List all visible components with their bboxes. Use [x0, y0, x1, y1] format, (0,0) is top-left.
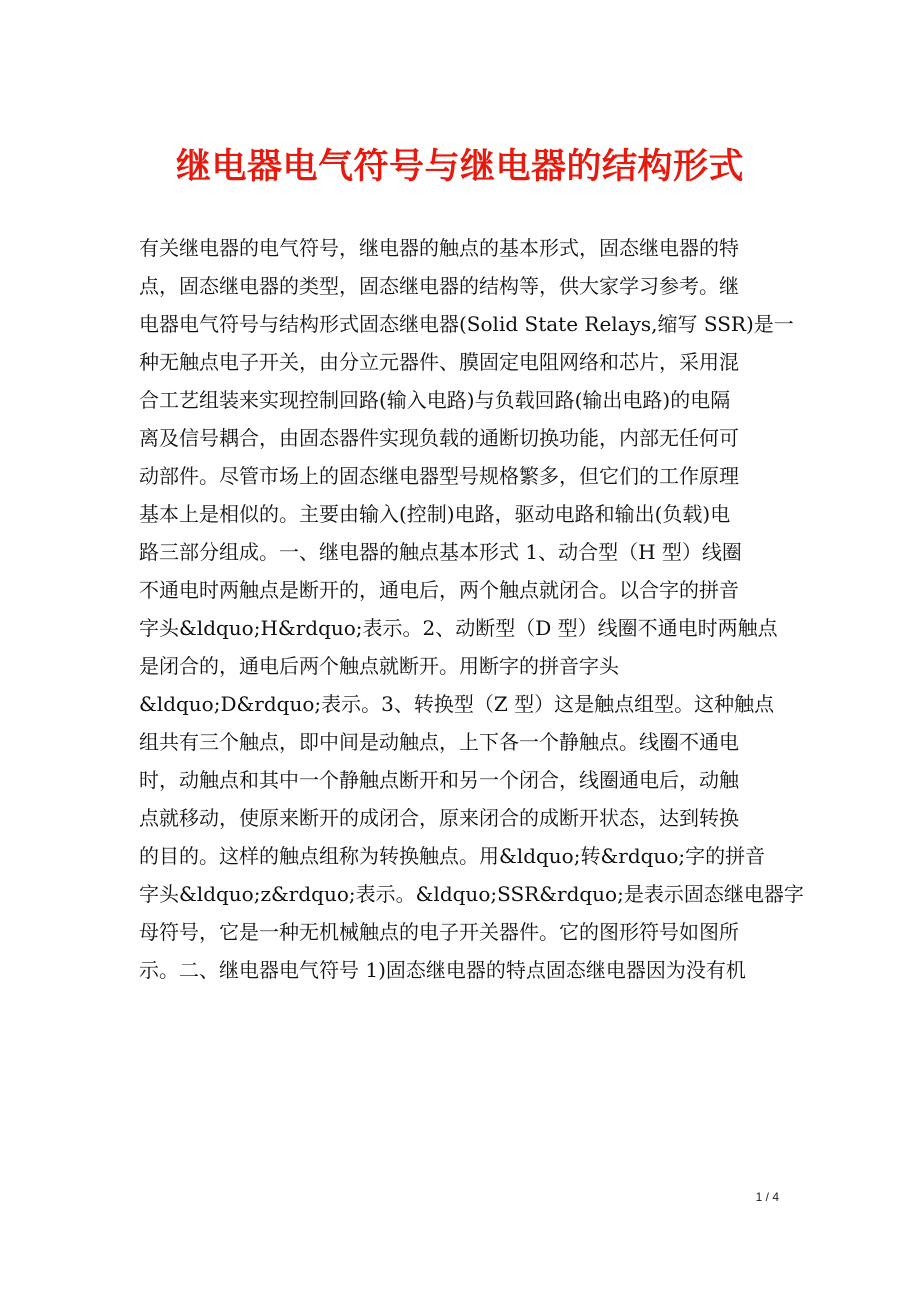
body-line: 点，固态继电器的类型，固态继电器的结构等，供大家学习参考。继	[139, 274, 739, 298]
body-line: 有关继电器的电气符号，继电器的触点的基本形式，固态继电器的特	[139, 236, 739, 260]
body-line: 合工艺组装来实现控制回路(输入电路)与负载回路(输出电路)的电隔	[139, 388, 731, 412]
body-line: 组共有三个触点，即中间是动触点，上下各一个静触点。线圈不通电	[139, 730, 739, 754]
body-line: 路三部分组成。一、继电器的触点基本形式 1、动合型（H 型）线圈	[139, 540, 742, 564]
body-line: 字头&ldquo;H&rdquo;表示。2、动断型（D 型）线圈不通电时两触点	[139, 616, 778, 640]
body-line: 基本上是相似的。主要由输入(控制)电路，驱动电路和输出(负载)电	[139, 502, 731, 526]
body-line: 点就移动，使原来断开的成闭合，原来闭合的成断开状态，达到转换	[139, 806, 739, 830]
body-line: 母符号，它是一种无机械触点的电子开关器件。它的图形符号如图所	[139, 920, 739, 944]
body-line: 不通电时两触点是断开的，通电后，两个触点就闭合。以合字的拼音	[139, 578, 739, 602]
body-line: 时，动触点和其中一个静触点断开和另一个闭合，线圈通电后，动触	[139, 768, 739, 792]
body-line: 的目的。这样的触点组称为转换触点。用&ldquo;转&rdquo;字的拼音	[139, 844, 766, 868]
document-body	[139, 229, 804, 989]
body-line: 是闭合的，通电后两个触点就断开。用断字的拼音字头	[139, 654, 619, 678]
body-line: 电器电气符号与结构形式固态继电器(Solid State Relays,缩写 SSR)是一	[139, 312, 794, 336]
page-number: 1 / 4	[755, 1190, 779, 1204]
document-title: 继电器电气符号与继电器的结构形式	[175, 146, 744, 187]
body-line: 字头&ldquo;z&rdquo;表示。&ldquo;SSR&rdquo;是表示固态继电器字	[139, 882, 804, 906]
body-line: &ldquo;D&rdquo;表示。3、转换型（Z 型）这是触点组型。这种触点	[139, 692, 775, 716]
body-line: 动部件。尽管市场上的固态继电器型号规格繁多，但它们的工作原理	[139, 464, 739, 488]
body-line: 离及信号耦合，由固态器件实现负载的通断切换功能，内部无任何可	[139, 426, 739, 450]
body-line: 种无触点电子开关，由分立元器件、膜固定电阻网络和芯片，采用混	[139, 350, 739, 374]
body-line: 示。二、继电器电气符号 1)固态继电器的特点固态继电器因为没有机	[139, 958, 746, 982]
